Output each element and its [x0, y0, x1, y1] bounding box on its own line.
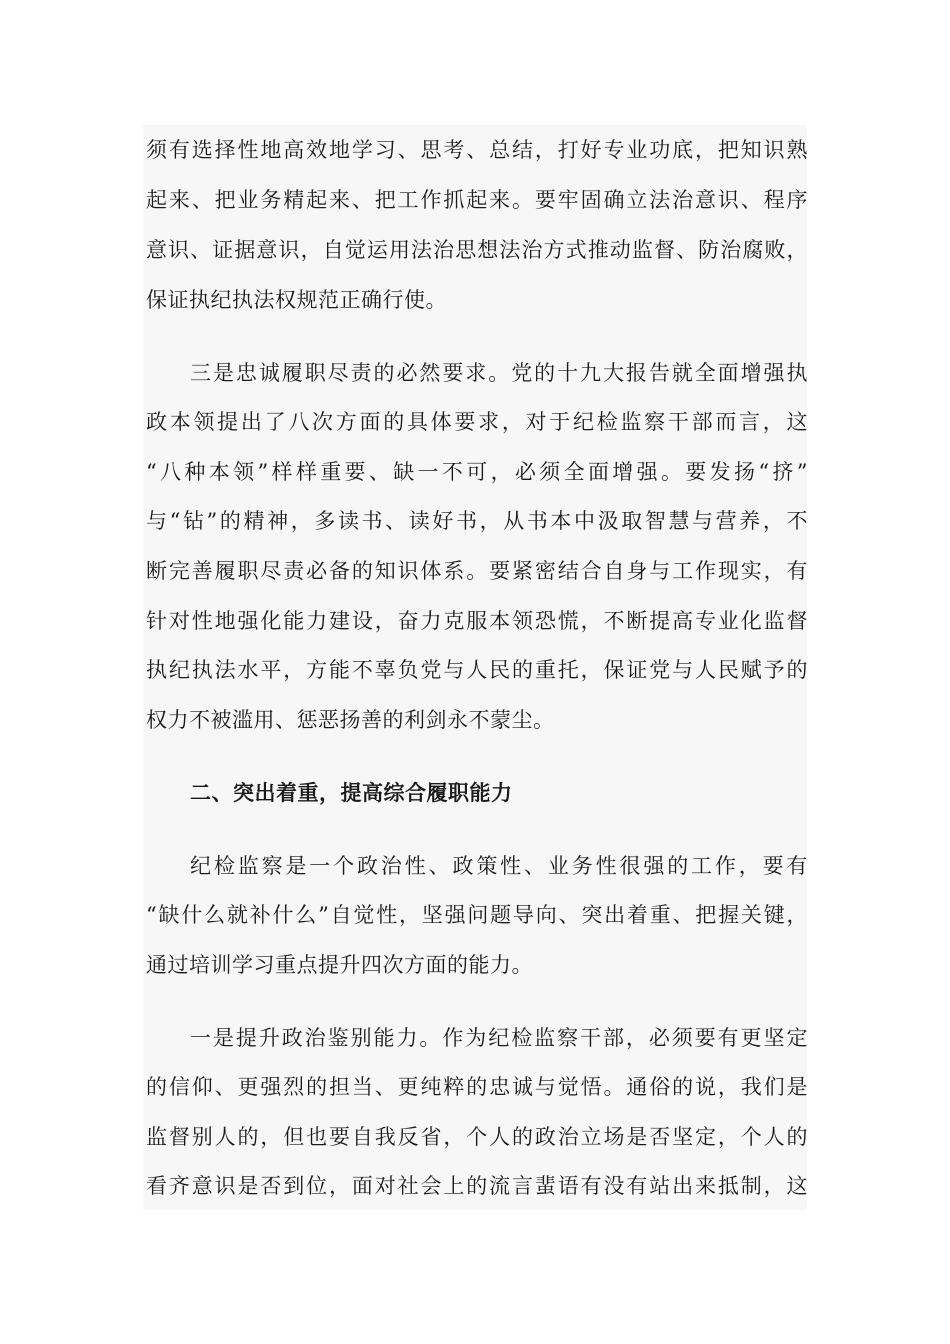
text-line: 的信仰、更强烈的担当、更纯粹的忠诚与觉悟。通俗的说，我们是 — [146, 1075, 808, 1099]
text-line: 权力不被滥用、惩恶扬善的利剑永不蒙尘。 — [146, 708, 555, 732]
text-line: 保证执纪执法权规范正确行使。 — [146, 288, 447, 312]
text-line: 起来、把业务精起来、把工作抓起来。要牢固确立法治意识、程序 — [146, 188, 808, 212]
text-line: 针对性地强化能力建设，奋力克服本领恐慌，不断提高专业化监督 — [146, 609, 808, 633]
text-line: 监督别人的，但也要自我反省，个人的政治立场是否坚定，个人的 — [146, 1125, 808, 1149]
text-line: 执纪执法水平，方能不辜负党与人民的重托，保证党与人民赋予的 — [146, 658, 808, 682]
text-line: 须有选择性地高效地学习、思考、总结，打好专业功底，把知识熟 — [146, 138, 808, 162]
text-line: “缺什么就补什么”自觉性，坚强问题导向、突出着重、把握关键， — [146, 903, 808, 927]
section-heading: 二、突出着重，提高综合履职能力 — [190, 780, 513, 805]
text-line: 看齐意识是否到位，面对社会上的流言蜚语有没有站出来抵制，这 — [146, 1174, 808, 1198]
text-line: 意识、证据意识，自觉运用法治思想法治方式推动监督、防治腐败， — [146, 238, 808, 262]
paragraph-first-line: 三是忠诚履职尽责的必然要求。党的十九大报告就全面增强执 — [190, 361, 808, 385]
text-line: 通过培训学习重点提升四次方面的能力。 — [146, 953, 533, 977]
text-line: 与“钻”的精神，多读书、读好书，从书本中汲取智慧与营养，不 — [146, 509, 808, 533]
paragraph-first-line: 一是提升政治鉴别能力。作为纪检监察干部，必须要有更坚定 — [190, 1026, 808, 1050]
text-line: 断完善履职尽责必备的知识体系。要紧密结合自身与工作现实，有 — [146, 559, 808, 583]
text-line: 政本领提出了八次方面的具体要求，对于纪检监察干部而言，这 — [146, 410, 808, 434]
paragraph-first-line: 纪检监察是一个政治性、政策性、业务性很强的工作，要有 — [190, 854, 808, 878]
text-line: “八种本领”样样重要、缺一不可，必须全面增强。要发扬“挤” — [146, 460, 808, 484]
